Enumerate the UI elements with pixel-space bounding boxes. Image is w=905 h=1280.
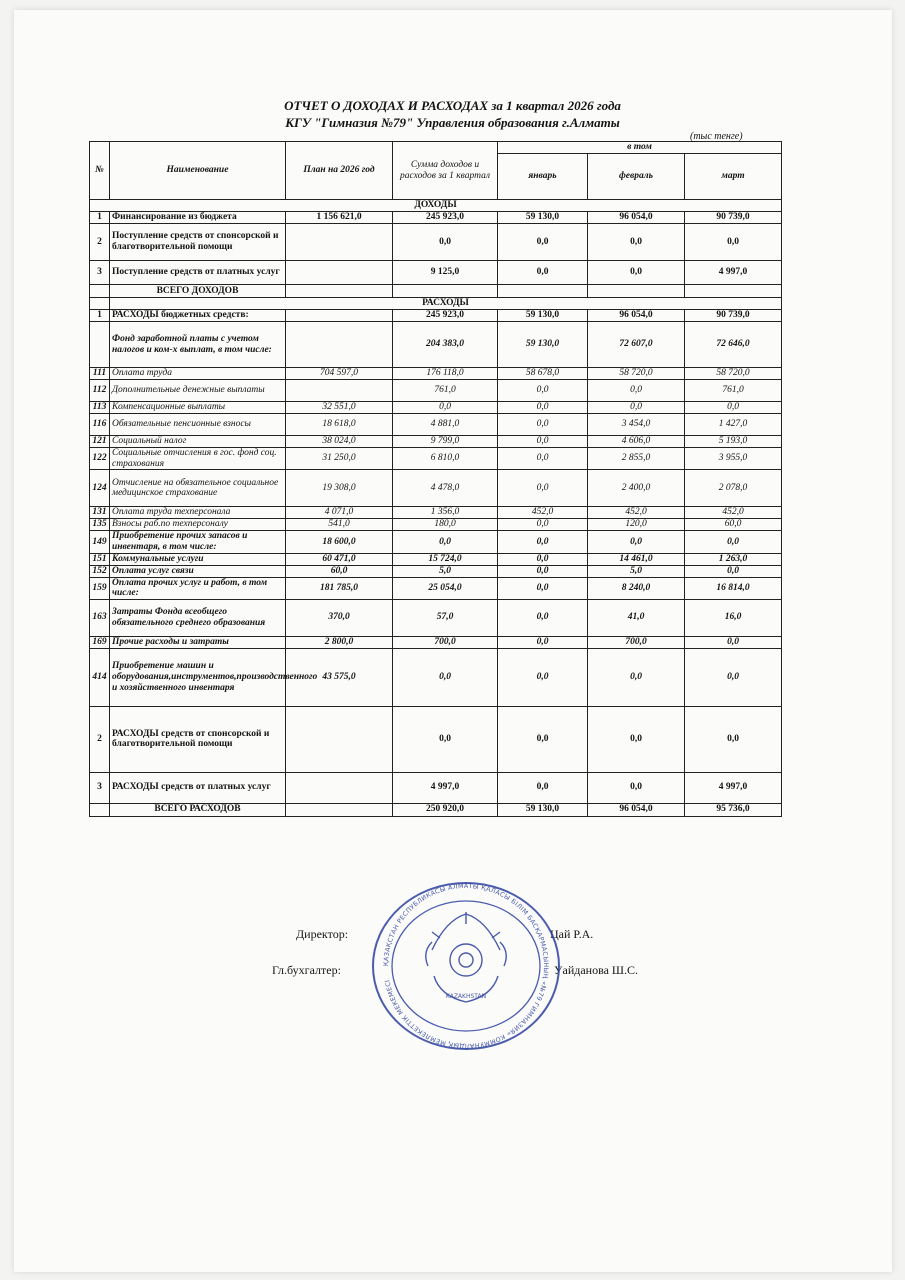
expense-row-sum: 0,0 [393,706,498,772]
expense-row-sum: 25 054,0 [393,577,498,599]
expense-row-plan: 32 551,0 [286,402,393,414]
income-row-plan [286,224,393,261]
expense-row-num: 3 [90,772,110,803]
expense-row-num: 131 [90,507,110,519]
header-mar: март [685,154,782,200]
income-row-name: Финансирование из бюджета [110,212,286,224]
expense-row-num: 159 [90,577,110,599]
expense-row-sum: 0,0 [393,531,498,553]
expense-row-num: 414 [90,648,110,706]
expense-row-jan: 0,0 [498,706,588,772]
expense-row-sum: 0,0 [393,402,498,414]
expense-row [90,322,782,368]
income-row-num: 2 [90,224,110,261]
expense-row-mar: 72 646,0 [685,322,782,368]
expense-row-plan: 2 800,0 [286,636,393,648]
expense-row-plan: 18 600,0 [286,531,393,553]
income-row-jan: 59 130,0 [498,212,588,224]
expense-row [90,706,782,772]
expense-row-sum: 204 383,0 [393,322,498,368]
expense-row [90,448,782,470]
expense-row-feb: 120,0 [588,519,685,531]
expense-row-num: 163 [90,599,110,636]
expense-row-name: РАСХОДЫ средств от спонсорской и благотворительной помощи [110,706,286,772]
expense-row-feb: 0,0 [588,531,685,553]
expense-row-plan: 541,0 [286,519,393,531]
expense-row-jan: 0,0 [498,577,588,599]
expense-row-name: Оплата услуг связи [110,565,286,577]
expense-row-mar: 3 955,0 [685,448,782,470]
expense-row-plan [286,706,393,772]
expense-row-mar: 0,0 [685,648,782,706]
income-row-feb: 0,0 [588,224,685,261]
expense-row-sum: 700,0 [393,636,498,648]
expense-row [90,470,782,507]
expense-row-sum: 9 799,0 [393,436,498,448]
expense-row-plan: 18 618,0 [286,414,393,436]
expense-row [90,414,782,436]
expense-row-name: Приобретение прочих запасов и инвентаря, в том числе: [110,531,286,553]
section-expense: РАСХОДЫ [110,298,782,310]
expense-row-feb: 0,0 [588,402,685,414]
income-row-sum: 245 923,0 [393,212,498,224]
expense-row-name: Социальный налог [110,436,286,448]
expense-row-name: Прочие расходы и затраты [110,636,286,648]
expense-total-jan: 59 130,0 [498,803,588,816]
expense-rows [90,310,782,804]
expense-row-jan: 0,0 [498,531,588,553]
income-row-jan: 0,0 [498,261,588,285]
expense-row-jan: 0,0 [498,553,588,565]
organization-title: КГУ "Гимназия №79" Управления образования г.Алматы [285,115,620,130]
expense-row-sum: 57,0 [393,599,498,636]
expense-row-sum: 6 810,0 [393,448,498,470]
expense-row-plan [286,310,393,322]
director-label: Директор: [296,927,349,941]
expense-row-mar: 16,0 [685,599,782,636]
income-row-sum: 0,0 [393,224,498,261]
expense-row-sum: 4 478,0 [393,470,498,507]
income-row [90,212,782,224]
units-label: (тыс тенге) [690,131,743,142]
expense-row-name: РАСХОДЫ средств от платных услуг [110,772,286,803]
expense-row-mar: 16 814,0 [685,577,782,599]
expense-row-name: Фонд заработной платы с учетом налогов и ком-х выплат, в том числе: [110,322,286,368]
expense-row-mar: 58 720,0 [685,368,782,380]
expense-row-jan: 0,0 [498,436,588,448]
expense-row [90,380,782,402]
expense-row-plan: 38 024,0 [286,436,393,448]
expense-row-feb: 8 240,0 [588,577,685,599]
expense-row-name: Компенсационные выплаты [110,402,286,414]
expense-row-plan: 370,0 [286,599,393,636]
expense-row-feb: 0,0 [588,706,685,772]
expense-row-feb: 72 607,0 [588,322,685,368]
header-num: № [90,142,110,200]
expense-row-sum: 180,0 [393,519,498,531]
expense-row-num: 113 [90,402,110,414]
expense-row-mar: 0,0 [685,402,782,414]
expense-row-name: Оплата прочих услуг и работ, в том числе: [110,577,286,599]
expense-row-num: 116 [90,414,110,436]
expense-row-feb: 2 400,0 [588,470,685,507]
official-stamp [370,880,562,1052]
income-row-plan [286,261,393,285]
expense-row [90,565,782,577]
expense-row-feb: 4 606,0 [588,436,685,448]
expense-row-plan: 704 597,0 [286,368,393,380]
report-title: ОТЧЕТ О ДОХОДАХ И РАСХОДАХ за 1 квартал 2026 года [284,98,621,113]
expense-row-jan: 0,0 [498,448,588,470]
expense-row-plan: 60,0 [286,565,393,577]
svg-text:KAZAKHSTAN: KAZAKHSTAN [445,993,487,1000]
header-group: в том [498,142,782,154]
expense-row-num: 1 [90,310,110,322]
header-jan: январь [498,154,588,200]
header-sum: Сумма доходов и расходов за 1 квартал [393,142,498,200]
expense-row [90,772,782,803]
expense-row-name: Приобретение машин и оборудования,инструментов,производственного и хозяйственного инвентаря [110,648,286,706]
expense-total-sum: 250 920,0 [393,803,498,816]
expense-row-num [90,322,110,368]
expense-row-num: 111 [90,368,110,380]
income-row-num: 3 [90,261,110,285]
income-total-label: ВСЕГО ДОХОДОВ [110,285,286,298]
expense-row-feb: 96 054,0 [588,310,685,322]
expense-row-mar: 452,0 [685,507,782,519]
income-row-mar: 4 997,0 [685,261,782,285]
expense-row-jan: 0,0 [498,519,588,531]
expense-row [90,507,782,519]
expense-row-feb: 14 461,0 [588,553,685,565]
expense-row-jan: 0,0 [498,565,588,577]
expense-row-sum: 761,0 [393,380,498,402]
expense-total-label: ВСЕГО РАСХОДОВ [110,803,286,816]
header-plan: План на 2026 год [286,142,393,200]
expense-row-plan [286,322,393,368]
expense-row-mar: 1 427,0 [685,414,782,436]
expense-row-mar: 0,0 [685,636,782,648]
expense-row-sum: 4 881,0 [393,414,498,436]
expense-row-name: РАСХОДЫ бюджетных средств: [110,310,286,322]
expense-row [90,519,782,531]
expense-row-jan: 0,0 [498,599,588,636]
expense-row-mar: 4 997,0 [685,772,782,803]
section-income: ДОХОДЫ [90,200,782,212]
expense-row-name: Социальные отчисления в гос. фонд соц. страхования [110,448,286,470]
income-row-sum: 9 125,0 [393,261,498,285]
expense-row-sum: 0,0 [393,648,498,706]
expense-row-plan: 4 071,0 [286,507,393,519]
header-feb: февраль [588,154,685,200]
income-row-mar: 0,0 [685,224,782,261]
income-row-feb: 0,0 [588,261,685,285]
expense-row-plan: 43 575,0 [286,648,393,706]
expense-row-num: 124 [90,470,110,507]
expense-row-mar: 1 263,0 [685,553,782,565]
income-rows [90,212,782,285]
expense-row-jan: 0,0 [498,636,588,648]
expense-row-num: 152 [90,565,110,577]
expense-row-name: Обязательные пенсионные взносы [110,414,286,436]
expense-row-jan: 0,0 [498,414,588,436]
expense-row-name: Оплата труда [110,368,286,380]
income-row-name: Поступление средств от платных услуг [110,261,286,285]
expense-row-num: 149 [90,531,110,553]
expense-row-num: 121 [90,436,110,448]
expense-row-jan: 452,0 [498,507,588,519]
expense-row-mar: 761,0 [685,380,782,402]
header-name: Наименование [110,142,286,200]
expense-row-plan: 60 471,0 [286,553,393,565]
expense-row [90,310,782,322]
income-row-plan: 1 156 621,0 [286,212,393,224]
expense-row-sum: 15 724,0 [393,553,498,565]
expense-row-jan: 59 130,0 [498,322,588,368]
expense-row-plan [286,772,393,803]
expense-total-feb: 96 054,0 [588,803,685,816]
expense-row-sum: 245 923,0 [393,310,498,322]
expense-row-feb: 0,0 [588,380,685,402]
expense-row-jan: 58 678,0 [498,368,588,380]
accountant-label: Гл.бухгалтер: [272,963,341,977]
expense-row-jan: 0,0 [498,380,588,402]
expense-row-feb: 5,0 [588,565,685,577]
expense-row [90,599,782,636]
svg-text:ҚАЗАҚСТАН РЕСПУБЛИКАСЫ АЛМАТЫ: ҚАЗАҚСТАН РЕСПУБЛИКАСЫ АЛМАТЫ ҚАЛАСЫ БІЛІМ БАСҚАРМАСЫНЫҢ «№79 ГИМНАЗИЯ» КОММУНАЛДЫҚ МЕМЛЕКЕТТІК МЕКЕМЕСІ [381,881,551,1051]
income-row [90,261,782,285]
expense-row [90,636,782,648]
expense-row-jan: 0,0 [498,772,588,803]
accountant-name: Уайданова Ш.С. [554,963,639,977]
expense-row-mar: 0,0 [685,531,782,553]
expense-row-mar: 90 739,0 [685,310,782,322]
expense-row-name: Затраты Фонда всеобщего обязательного среднего образования [110,599,286,636]
expense-row-name: Коммунальные услуги [110,553,286,565]
income-row-jan: 0,0 [498,224,588,261]
expense-row-jan: 0,0 [498,402,588,414]
expense-row-sum: 5,0 [393,565,498,577]
expense-row-plan [286,380,393,402]
income-row [90,224,782,261]
expense-row [90,531,782,553]
expense-row-feb: 0,0 [588,648,685,706]
expense-row-mar: 0,0 [685,706,782,772]
expense-row-sum: 4 997,0 [393,772,498,803]
expense-row-jan: 59 130,0 [498,310,588,322]
expense-row-feb: 3 454,0 [588,414,685,436]
expense-row-plan: 31 250,0 [286,448,393,470]
expense-row-name: Дополнительные денежные выплаты [110,380,286,402]
expense-row [90,553,782,565]
income-row-feb: 96 054,0 [588,212,685,224]
expense-row [90,436,782,448]
expense-row-num: 135 [90,519,110,531]
expense-row-num: 2 [90,706,110,772]
expense-row-mar: 0,0 [685,565,782,577]
director-name: Цай Р.А. [550,927,594,941]
expense-row-feb: 41,0 [588,599,685,636]
income-row-name: Поступление средств от спонсорской и благотворительной помощи [110,224,286,261]
expense-row-name: Оплата труда техперсонала [110,507,286,519]
expense-row-feb: 700,0 [588,636,685,648]
expense-row-mar: 5 193,0 [685,436,782,448]
expense-row-sum: 176 118,0 [393,368,498,380]
expense-row-feb: 452,0 [588,507,685,519]
income-row-mar: 90 739,0 [685,212,782,224]
expense-row-jan: 0,0 [498,470,588,507]
expense-row-jan: 0,0 [498,648,588,706]
expense-row-feb: 58 720,0 [588,368,685,380]
expense-row-sum: 1 356,0 [393,507,498,519]
expense-row-feb: 0,0 [588,772,685,803]
expense-row-mar: 2 078,0 [685,470,782,507]
expense-total-mar: 95 736,0 [685,803,782,816]
expense-row-num: 122 [90,448,110,470]
expense-row-plan: 19 308,0 [286,470,393,507]
expense-row-num: 169 [90,636,110,648]
expense-row-mar: 60,0 [685,519,782,531]
report-table [89,141,782,817]
expense-row-name: Отчисление на обязательное социальное медицинское страхование [110,470,286,507]
expense-row [90,648,782,706]
expense-row-num: 112 [90,380,110,402]
expense-row [90,402,782,414]
expense-row-name: Взносы раб.по техперсоналу [110,519,286,531]
expense-row-num: 151 [90,553,110,565]
expense-row-feb: 2 855,0 [588,448,685,470]
expense-row [90,368,782,380]
income-row-num: 1 [90,212,110,224]
expense-row-plan: 181 785,0 [286,577,393,599]
expense-row [90,577,782,599]
